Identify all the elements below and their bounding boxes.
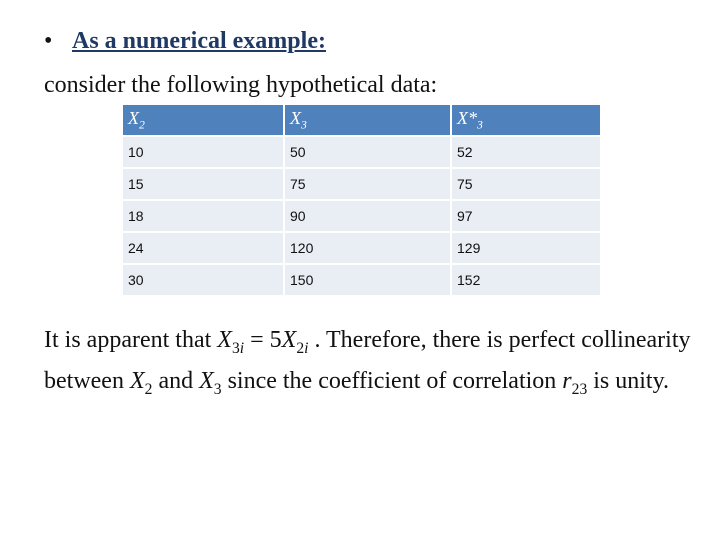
header-x2-sub: 2 xyxy=(139,118,145,132)
header-x2 xyxy=(123,105,285,137)
data-table xyxy=(123,105,602,297)
table-cell: 129 xyxy=(452,233,602,265)
var-sub xyxy=(296,340,308,357)
para-text: = 5 xyxy=(244,327,282,353)
table-cell: 75 xyxy=(452,169,602,201)
table-cell: 15 xyxy=(123,169,285,201)
table-row xyxy=(123,265,602,297)
table-header-row xyxy=(123,105,602,137)
table-cell: 30 xyxy=(123,265,285,297)
table-cell: 152 xyxy=(452,265,602,297)
var-x: X xyxy=(129,367,145,394)
para-text: and xyxy=(152,367,200,394)
bullet-marker: • xyxy=(44,28,53,54)
table-cell: 150 xyxy=(285,265,452,297)
sub-index: 23 xyxy=(571,380,588,398)
var-sub xyxy=(232,340,244,357)
table-cell: 52 xyxy=(452,137,602,169)
para-text: since the coefficient of correlation xyxy=(221,367,563,394)
explanation-paragraph xyxy=(44,324,704,406)
var-x: X xyxy=(199,367,214,394)
bullet-heading-line xyxy=(44,26,326,56)
header-x3-star-var: X* xyxy=(457,108,477,129)
table-row xyxy=(123,137,602,169)
sub-index-i: i xyxy=(239,339,245,357)
table-cell: 24 xyxy=(123,233,285,265)
intro-text: consider the following hypothetical data: xyxy=(44,72,438,98)
var-r: r xyxy=(562,367,572,394)
para-text: is unity. xyxy=(587,367,670,394)
header-x3 xyxy=(285,105,452,137)
sub-index: 2 xyxy=(296,339,305,357)
table-cell: 75 xyxy=(285,169,452,201)
table-cell: 50 xyxy=(285,137,452,169)
table-row xyxy=(123,233,602,265)
var-x: X xyxy=(281,327,297,353)
table-cell: 18 xyxy=(123,201,285,233)
table-cell: 10 xyxy=(123,137,285,169)
header-x3-var: X xyxy=(290,108,301,129)
table-cell: 120 xyxy=(285,233,452,265)
header-x3-star xyxy=(452,105,602,137)
header-x2-var: X xyxy=(128,108,139,129)
header-x3-sub: 3 xyxy=(301,118,307,132)
header-x3-star-sub: 3 xyxy=(477,118,483,132)
table-row xyxy=(123,201,602,233)
table-cell: 97 xyxy=(452,201,602,233)
var-x: X xyxy=(217,327,232,353)
sub-index: 3 xyxy=(231,339,240,357)
sub-index: 3 xyxy=(213,380,222,398)
table-row xyxy=(123,169,602,201)
sub-index: 2 xyxy=(144,380,153,398)
para-text: . Therefore, there is perfect collinearity between xyxy=(44,327,691,394)
para-text: It is apparent that xyxy=(44,327,218,353)
sub-index-i: i xyxy=(304,339,309,357)
section-heading: As a numerical example: xyxy=(72,28,326,54)
table-cell: 90 xyxy=(285,201,452,233)
